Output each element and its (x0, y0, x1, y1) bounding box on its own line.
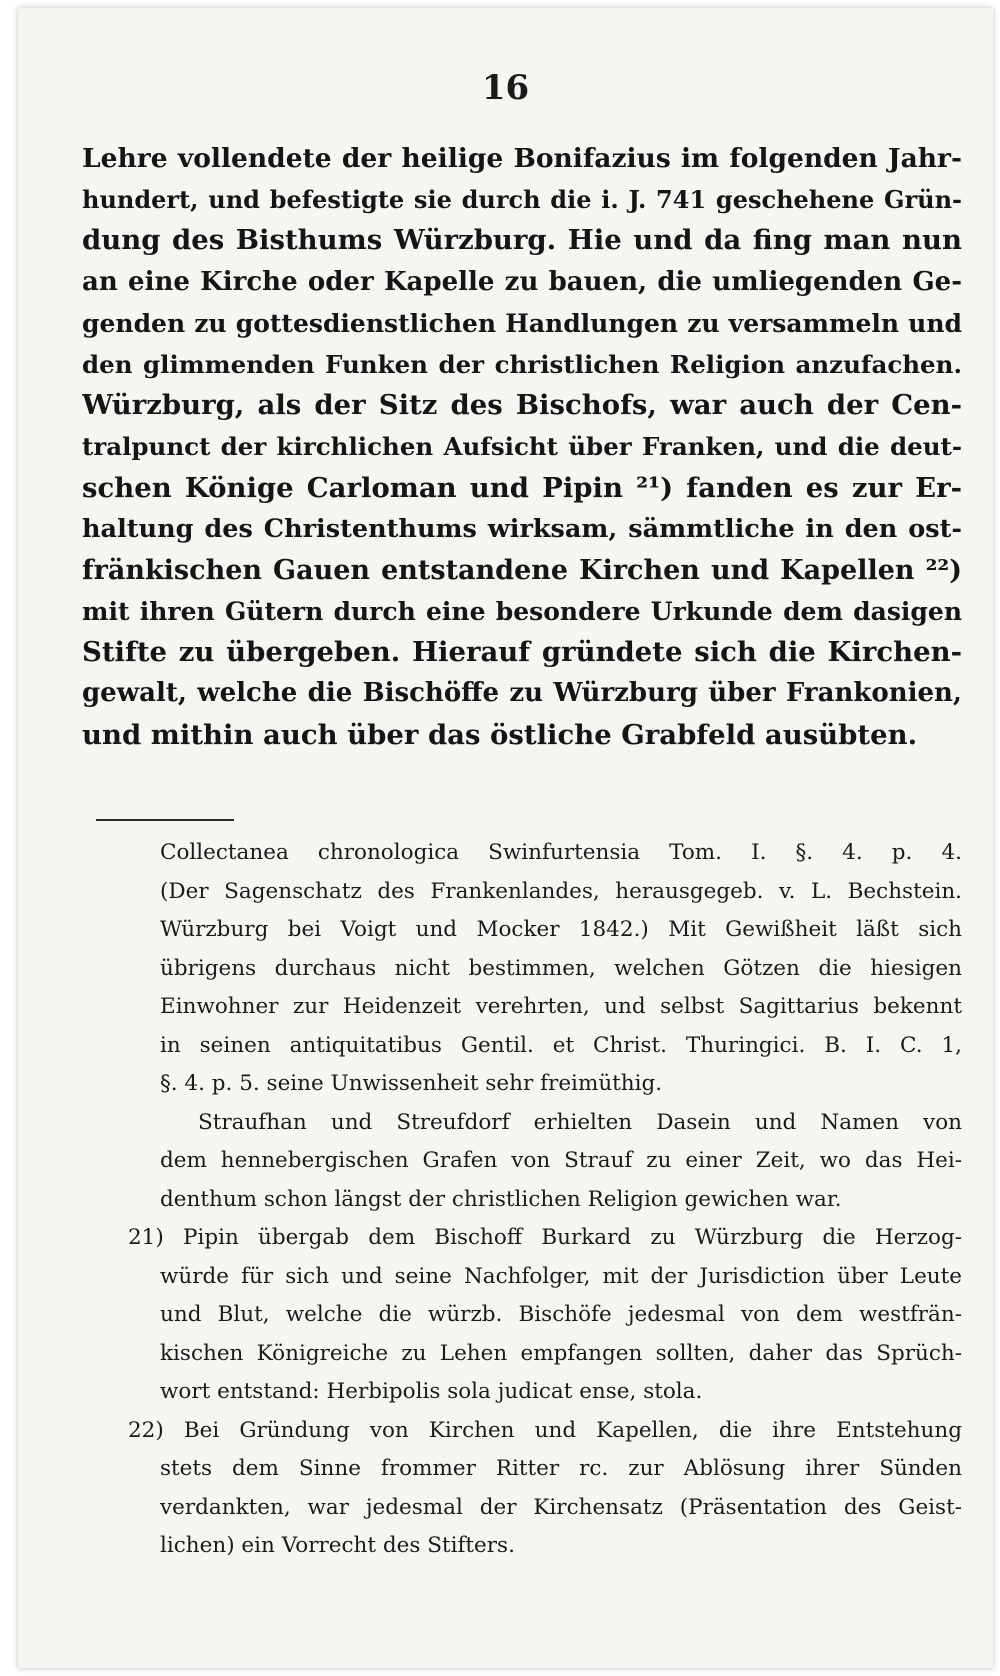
footnote-line: (Der Sagenschatz des Frankenlandes, herausgegeb. v. L. Bechstein. (160, 878, 962, 904)
footnote-line: und Blut, welche die würzb. Bischöfe jedesmal von dem westfrän- (160, 1302, 962, 1327)
text-line: mit ihren Gütern durch eine besondere Urkunde dem dasigen (82, 597, 962, 627)
footnote-line: dem hennebergischen Grafen von Strauf zu einer Zeit, wo das Hei- (160, 1148, 962, 1173)
footnote-line: lichen) ein Vorrecht des Stifters. (160, 1533, 515, 1558)
footnote-line: 22) Bei Gründung von Kirchen und Kapellen, die ihre Entstehung (128, 1417, 962, 1443)
footnote-line: wort entstand: Herbipolis sola judicat ense, stola. (160, 1379, 703, 1404)
text-line: gewalt, welche die Bischöffe zu Würzburg über Frankonien, (82, 678, 962, 709)
footnote-line: Straufhan und Streufdorf erhielten Dasein und Namen von (198, 1109, 962, 1135)
main-text-block (82, 138, 962, 756)
footnote-line: 21) Pipin übergab dem Bischoff Burkard zu Würzburg die Herzog- (128, 1225, 962, 1250)
footnote-line: Einwohner zur Heidenzeit verehrten, und selbst Sagittarius bekennt (160, 994, 962, 1019)
text-line: genden zu gottesdienstlichen Handlungen zu versammeln und (82, 308, 962, 338)
text-line: den glimmenden Funken der christlichen Religion anzufachen. (82, 349, 962, 379)
footnote-line: Collectanea chronologica Swinfurtensia Tom. I. §. 4. p. 4. (160, 840, 962, 865)
text-line: schen Könige Carloman und Pipin ²¹) fanden es zur Er- (82, 471, 962, 504)
footnote-line: denthum schon längst der christlichen Religion gewichen war. (160, 1186, 842, 1212)
text-line: Stifte zu übergeben. Hierauf gründete sich die Kirchen- (82, 636, 962, 669)
book-page (18, 8, 993, 1668)
footnote-line: stets dem Sinne frommer Ritter rc. zur Ablösung ihrer Sünden (160, 1456, 962, 1481)
text-line: und mithin auch über das östliche Grabfeld ausübten. (82, 718, 918, 751)
footnote-line: Würzburg bei Voigt und Mocker 1842.) Mit Gewißheit läßt sich (160, 917, 962, 942)
text-line: haltung des Christenthums wirksam, sämmtliche in den ost- (82, 513, 962, 544)
text-line: fränkischen Gauen entstandene Kirchen und Kapellen ²²) (82, 554, 962, 586)
footnote-divider (96, 819, 234, 821)
text-line: tralpunct der kirchlichen Aufsicht über Franken, und die deut- (82, 432, 962, 462)
text-line: Lehre vollendete der heilige Bonifazius im folgenden Jahr- (82, 143, 962, 174)
footnote-line: kischen Königreiche zu Lehen empfangen sollten, daher das Sprüch- (160, 1340, 962, 1366)
text-line: dung des Bisthums Würzburg. Hie und da fing man nun (82, 224, 962, 257)
text-line: Würzburg, als der Sitz des Bischofs, war auch der Cen- (82, 389, 962, 422)
footnote-line: verdankten, war jedesmal der Kirchensatz (Präsentation des Geist- (160, 1494, 962, 1520)
footnote-line: übrigens durchaus nicht bestimmen, welchen Götzen die hiesigen (160, 955, 962, 981)
footnote-line: in seinen antiquitatibus Gentil. et Christ. Thuringici. B. I. C. 1, (160, 1032, 962, 1058)
footnote-line: §. 4. p. 5. seine Unwissenheit sehr freimüthig. (160, 1071, 663, 1096)
footnote-line: würde für sich und seine Nachfolger, mit der Jurisdiction über Leute (160, 1263, 962, 1289)
text-line: hundert, und befestigte sie durch die i. J. 741 geschehene Grün- (82, 185, 962, 215)
text-line: an eine Kirche oder Kapelle zu bauen, die umliegenden Ge- (82, 266, 962, 297)
footnotes-block (128, 834, 962, 1566)
page-number: 16 (481, 68, 530, 108)
